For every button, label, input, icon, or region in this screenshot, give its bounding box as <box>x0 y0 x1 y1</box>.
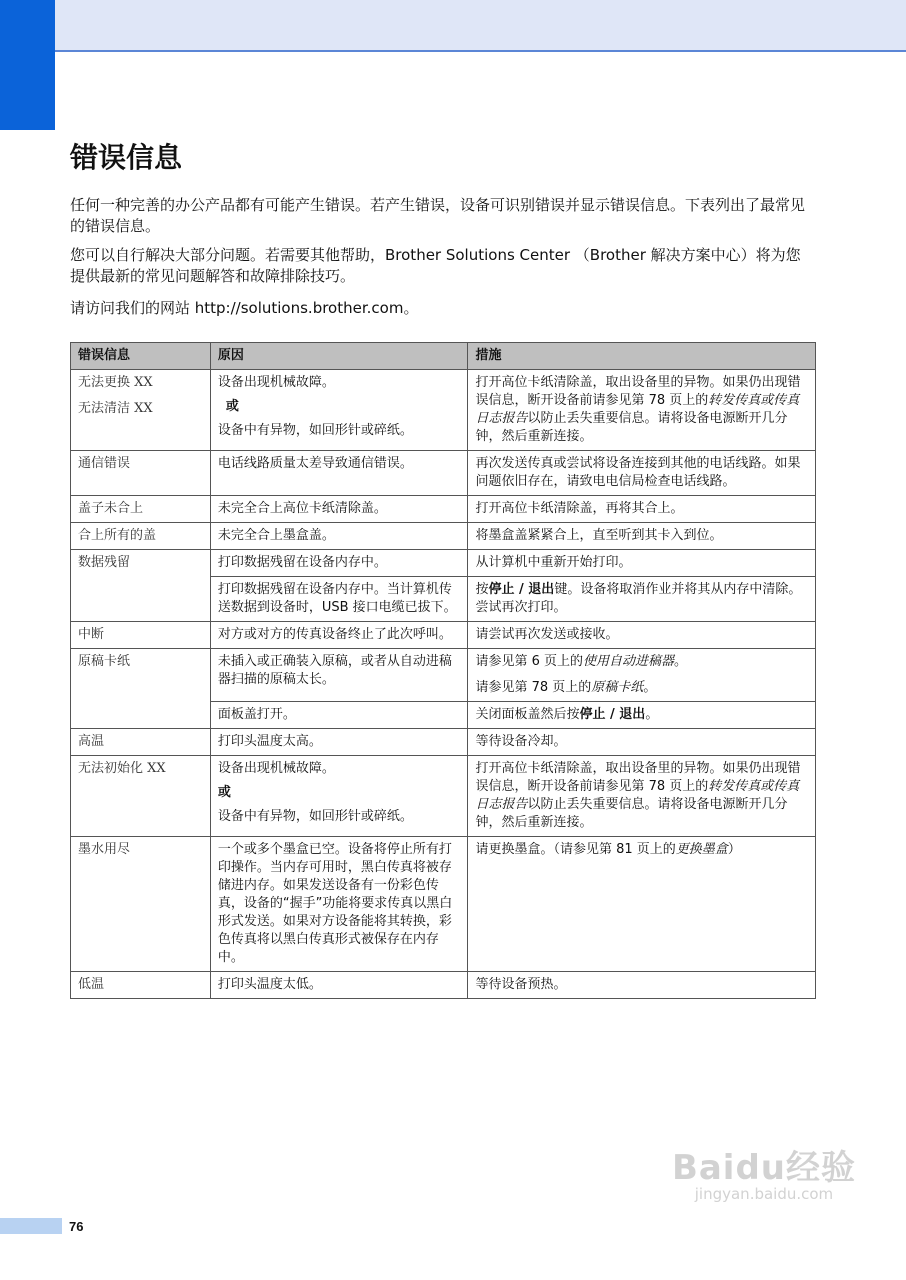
error-message: 无法初始化 XX <box>71 756 211 837</box>
cause-cell <box>210 370 468 451</box>
cause-text: 电话线路质量太差导致通信错误。 <box>210 451 468 496</box>
error-message: 盖子未合上 <box>71 496 211 523</box>
error-message: 无法更换 XX <box>78 375 153 390</box>
cause-text: 未完全合上高位卡纸清除盖。 <box>210 496 468 523</box>
table-row <box>71 972 816 999</box>
table-row <box>71 451 816 496</box>
cross-reference: 使用自动进稿器 <box>583 654 675 669</box>
cause-text: 设备出现机械故障。 <box>217 761 335 776</box>
action-cell <box>468 577 816 622</box>
watermark-url: jingyan.baidu.com <box>694 1185 834 1203</box>
action-text: 按 <box>475 582 489 597</box>
cause-cell <box>210 756 468 837</box>
table-row <box>71 370 816 451</box>
action-text: 等待设备预热。 <box>468 972 816 999</box>
page-title: 错误信息 <box>70 141 183 174</box>
table-row <box>71 622 816 649</box>
or-label: 或 <box>225 399 239 414</box>
action-text: ） <box>727 842 741 857</box>
table-row <box>71 550 816 577</box>
table-row <box>71 756 816 837</box>
action-text: 再次发送传真或尝试将设备连接到其他的电话线路。如果问题依旧存在，请致电电信局检查电话线路。 <box>468 451 816 496</box>
action-text: 打开高位卡纸清除盖，取出设备里的异物。如果仍出现错误信息，断开设备前请参见第 78 页上的 <box>475 375 801 408</box>
action-text: 请更换墨盒。（请参见第 81 页上的 <box>475 842 676 857</box>
cause-text: 对方或对方的传真设备终止了此次呼叫。 <box>210 622 468 649</box>
action-text: 打开高位卡纸清除盖，取出设备里的异物。如果仍出现错误信息，断开设备前请参见第 78 页上的 <box>475 761 801 794</box>
table-row <box>71 496 816 523</box>
stop-exit-key-label: 停止 / 退出 <box>488 582 555 597</box>
chapter-tab <box>0 0 55 130</box>
cause-text: 未插入或正确装入原稿，或者从自动进稿器扫描的原稿太长。 <box>210 649 468 702</box>
action-cell <box>468 837 816 972</box>
page-number-bar <box>0 1218 62 1234</box>
table-row <box>71 837 816 972</box>
cross-reference: 原稿卡纸 <box>591 680 644 695</box>
action-text: 打开高位卡纸清除盖，再将其合上。 <box>468 496 816 523</box>
action-line <box>475 653 808 671</box>
stop-exit-key-label: 停止 / 退出 <box>579 707 646 722</box>
intro-paragraph-2: 您可以自行解决大部分问题。若需要其他帮助，Brother Solutions Center （Brother 解决方案中心）将为您提供最新的常见问题解答和故障排除技巧。 <box>70 246 801 285</box>
error-message: 合上所有的盖 <box>71 523 211 550</box>
watermark-logo: Baidu经验 <box>671 1148 856 1188</box>
cause-text: 面板盖打开。 <box>210 702 468 729</box>
error-message: 高温 <box>71 729 211 756</box>
table-row <box>71 523 816 550</box>
action-text: 键。设备将取消作业并将其从内存中清除。尝试再次打印。 <box>475 582 802 615</box>
error-message: 无法清洁 XX <box>78 401 153 416</box>
action-text: 请参见第 78 页上的 <box>475 680 592 695</box>
action-text: 关闭面板盖然后按 <box>475 707 580 722</box>
action-text: 从计算机中重新开始打印。 <box>468 550 816 577</box>
action-cell <box>468 370 816 451</box>
action-cell <box>468 756 816 837</box>
error-message: 中断 <box>71 622 211 649</box>
table-row <box>71 649 816 702</box>
cause-text: 打印数据残留在设备内存中。 <box>210 550 468 577</box>
watermark <box>672 1140 856 1203</box>
action-text: 以防止丢失重要信息。请将设备电源断开几分钟，然后重新连接。 <box>475 797 788 830</box>
cause-text: 未完全合上墨盒盖。 <box>210 523 468 550</box>
action-text: 。 <box>643 680 657 695</box>
table-row <box>71 729 816 756</box>
header-cause: 原因 <box>210 343 468 370</box>
header-action: 措施 <box>468 343 816 370</box>
cross-reference: 更换墨盒 <box>675 842 728 857</box>
action-text: 请尝试再次发送或接收。 <box>468 622 816 649</box>
cause-text: 打印数据残留在设备内存中。当计算机传送数据到设备时，USB 接口电缆已拔下。 <box>210 577 468 622</box>
action-line <box>475 679 808 697</box>
error-message: 低温 <box>71 972 211 999</box>
error-message: 通信错误 <box>71 451 211 496</box>
action-text: 。 <box>674 654 688 669</box>
error-message: 数据残留 <box>71 550 211 622</box>
header-band <box>0 0 906 52</box>
error-message-table <box>70 342 816 999</box>
cause-text: 设备中有异物，如回形针或碎纸。 <box>217 423 413 438</box>
action-text: 以防止丢失重要信息。请将设备电源断开几分钟，然后重新连接。 <box>475 411 788 444</box>
page-number: 76 <box>69 1219 84 1234</box>
cause-text: 打印头温度太低。 <box>210 972 468 999</box>
intro-paragraph-3: 请访问我们的网站 http://solutions.brother.com。 <box>70 299 419 317</box>
header-error-message: 错误信息 <box>71 343 211 370</box>
action-text: 等待设备冷却。 <box>468 729 816 756</box>
cross-reference: 转发传真或传真日志报告 <box>475 779 800 812</box>
cause-text: 设备出现机械故障。 <box>217 375 335 390</box>
action-text: 请参见第 6 页上的 <box>475 654 584 669</box>
intro-paragraph-1: 任何一种完善的办公产品都有可能产生错误。若产生错误，设备可识别错误并显示错误信息。下表列出了最常见的错误信息。 <box>70 196 806 235</box>
action-text: 将墨盒盖紧紧合上，直至听到其卡入到位。 <box>468 523 816 550</box>
cause-text: 设备中有异物，如回形针或碎纸。 <box>217 809 413 824</box>
action-text: 。 <box>645 707 659 722</box>
error-message: 墨水用尽 <box>71 837 211 972</box>
action-cell <box>468 649 816 702</box>
error-message-cell <box>71 370 211 451</box>
cause-text: 一个或多个墨盒已空。设备将停止所有打印操作。当内存可用时，黑白传真将被存储进内存。如果发送设备有一份彩色传真，设备的“握手”功能将要求传真以黑白形式发送。如果对方设备能将其转换，彩色传真将以黑白传真形式被保存在内存中。 <box>210 837 468 972</box>
or-label: 或 <box>217 785 231 800</box>
error-message: 原稿卡纸 <box>71 649 211 729</box>
cross-reference: 转发传真或传真日志报告 <box>475 393 800 426</box>
table-header-row <box>71 343 816 370</box>
action-cell <box>468 702 816 729</box>
cause-text: 打印头温度太高。 <box>210 729 468 756</box>
